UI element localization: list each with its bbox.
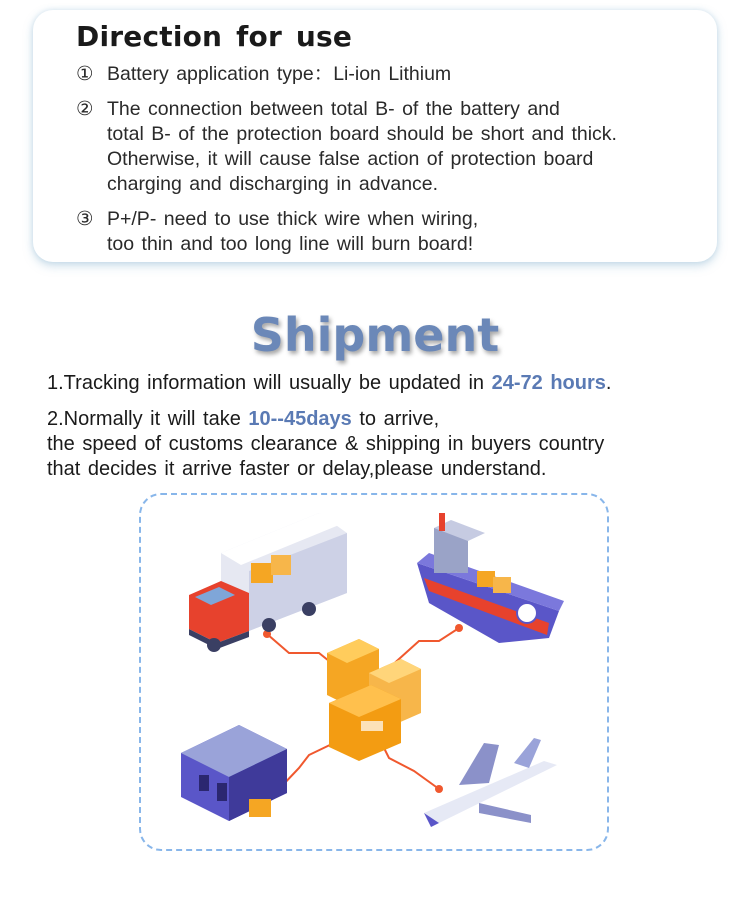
delivery-days-highlight: 10--45days — [248, 408, 352, 430]
cargo-ship-icon — [417, 513, 564, 643]
item-text: charging and discharging in advance. — [107, 173, 439, 195]
tracking-hours-highlight: 24-72 hours — [491, 372, 606, 394]
item-text: Battery application type：Li-ion Lithium — [107, 63, 452, 85]
shipment-text: to arrive, — [351, 408, 440, 430]
parcel-stack-icon — [327, 639, 421, 761]
shipment-line-2 — [47, 407, 439, 432]
direction-item-1 — [76, 62, 451, 87]
shipment-line-3: the speed of customs clearance & shipping in buyers country — [47, 433, 605, 455]
warehouse-icon — [181, 725, 287, 821]
item-text: P+/P- need to use thick wire when wiring, — [107, 208, 479, 230]
item-text: total B- of the protection board should be short and thick. — [107, 123, 617, 145]
shipment-title: Shipment — [250, 308, 500, 362]
logistics-illustration — [139, 493, 609, 851]
direction-item-3 — [76, 207, 478, 257]
item-text: Otherwise, it will cause false action of protection board — [107, 148, 594, 170]
shipment-text: 2.Normally it will take — [47, 408, 249, 430]
airplane-icon — [424, 738, 557, 827]
item-number: ① — [76, 63, 94, 85]
truck-icon — [189, 513, 347, 652]
item-number: ② — [76, 98, 94, 120]
shipment-text: . — [605, 372, 612, 394]
item-text: too thin and too long line will burn board! — [107, 233, 474, 255]
direction-title: Direction for use — [76, 20, 353, 53]
direction-item-2 — [76, 97, 617, 197]
item-text: The connection between total B- of the battery and — [107, 98, 560, 120]
shipment-text: 1.Tracking information will usually be updated in — [47, 372, 492, 394]
shipment-line-1 — [47, 371, 611, 396]
item-number: ③ — [76, 208, 94, 230]
shipment-line-4: that decides it arrive faster or delay,please understand. — [47, 458, 547, 480]
